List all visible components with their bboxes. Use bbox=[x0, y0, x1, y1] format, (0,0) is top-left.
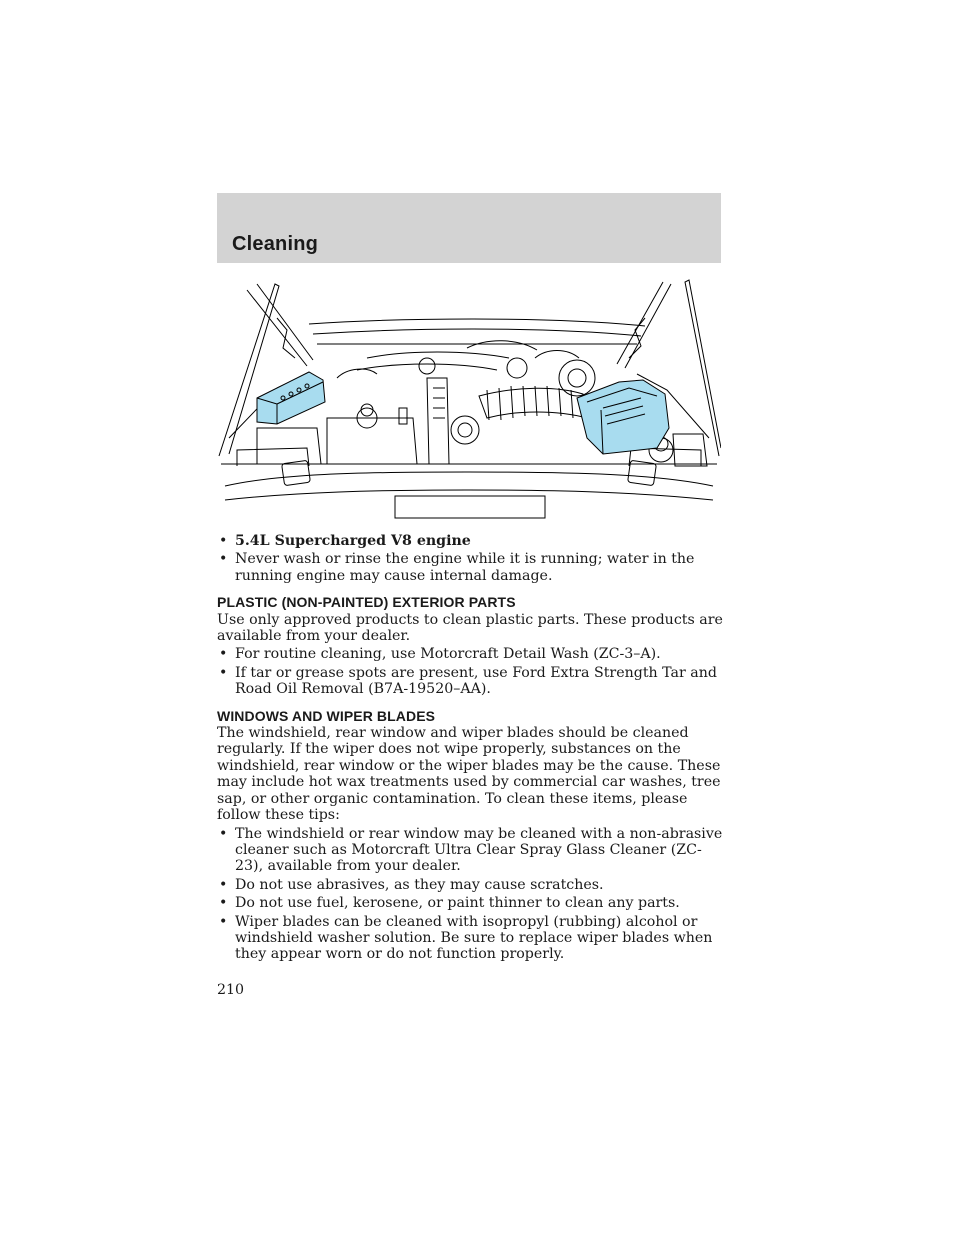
hood-strut-left bbox=[247, 284, 313, 366]
section-header-band bbox=[217, 193, 721, 263]
windows-wipers-intro: The windshield, rear window and wiper blades should be cleaned regularly. If the wiper does not wipe properly, substances on the windshield, rear window or the wiper blades may be the cause. These may include hot wax treatments used by commercial car washes, tree sap, or other organic contamination. To clean these items, please follow these tips: bbox=[217, 725, 721, 824]
windows-wipers-bullet-list bbox=[217, 826, 727, 963]
list-item-text: Do not use fuel, kerosene, or paint thinner to clean any parts. bbox=[235, 895, 680, 912]
list-item bbox=[217, 665, 727, 698]
bullet-symbol: • bbox=[219, 551, 228, 568]
engine-bullet-list bbox=[217, 533, 727, 584]
hood-edge-left bbox=[219, 284, 279, 456]
list-item bbox=[217, 551, 727, 584]
page-content bbox=[217, 533, 727, 965]
battery-highlight bbox=[257, 372, 325, 424]
bullet-symbol: • bbox=[219, 646, 228, 663]
hood-edge-right bbox=[685, 280, 721, 456]
list-item-text: Do not use abrasives, as they may cause scratches. bbox=[235, 876, 604, 893]
section-title: Cleaning bbox=[232, 233, 319, 255]
engine-caption: 5.4L Supercharged V8 engine bbox=[235, 533, 471, 549]
list-item bbox=[217, 895, 727, 911]
list-item bbox=[217, 646, 727, 662]
engine-diagram-svg bbox=[217, 278, 721, 522]
air-filter-box-highlight bbox=[577, 380, 669, 454]
bullet-symbol: • bbox=[219, 664, 228, 681]
engine-compartment-illustration bbox=[217, 278, 721, 522]
list-item-text: The windshield or rear window may be cleaned with a non-abrasive cleaner such as Motorcraft Ultra Clear Spray Glass Cleaner (ZC-23), available from your dealer. bbox=[235, 825, 723, 875]
bullet-symbol: • bbox=[219, 876, 228, 893]
plastic-parts-heading: PLASTIC (NON-PAINTED) EXTERIOR PARTS bbox=[217, 594, 516, 611]
windows-wipers-heading: WINDOWS AND WIPER BLADES bbox=[217, 707, 436, 724]
engine-warning-text: Never wash or rinse the engine while it is running; water in the running engine may cause internal damage. bbox=[235, 551, 695, 584]
bullet-symbol: • bbox=[219, 825, 228, 842]
list-item bbox=[217, 877, 727, 893]
list-item bbox=[217, 826, 727, 875]
plastic-parts-bullet-list bbox=[217, 646, 727, 697]
plastic-parts-intro: Use only approved products to clean plastic parts. These products are available from your dealer. bbox=[217, 611, 723, 645]
list-item-text: Wiper blades can be cleaned with isopropyl (rubbing) alcohol or windshield washer solution. Be sure to replace wiper blades when they appear worn or do not function properly. bbox=[235, 913, 713, 963]
bullet-symbol: • bbox=[219, 533, 228, 549]
list-item bbox=[217, 533, 727, 549]
bullet-symbol: • bbox=[219, 913, 228, 930]
list-item bbox=[217, 914, 727, 963]
page-number: 210 bbox=[217, 982, 245, 998]
bullet-symbol: • bbox=[219, 895, 228, 912]
list-item-text: For routine cleaning, use Motorcraft Detail Wash (ZC-3–A). bbox=[235, 646, 661, 663]
list-item-text: If tar or grease spots are present, use Ford Extra Strength Tar and Road Oil Removal (B7A-19520–AA). bbox=[235, 664, 717, 698]
hood-strut-right bbox=[617, 282, 671, 368]
